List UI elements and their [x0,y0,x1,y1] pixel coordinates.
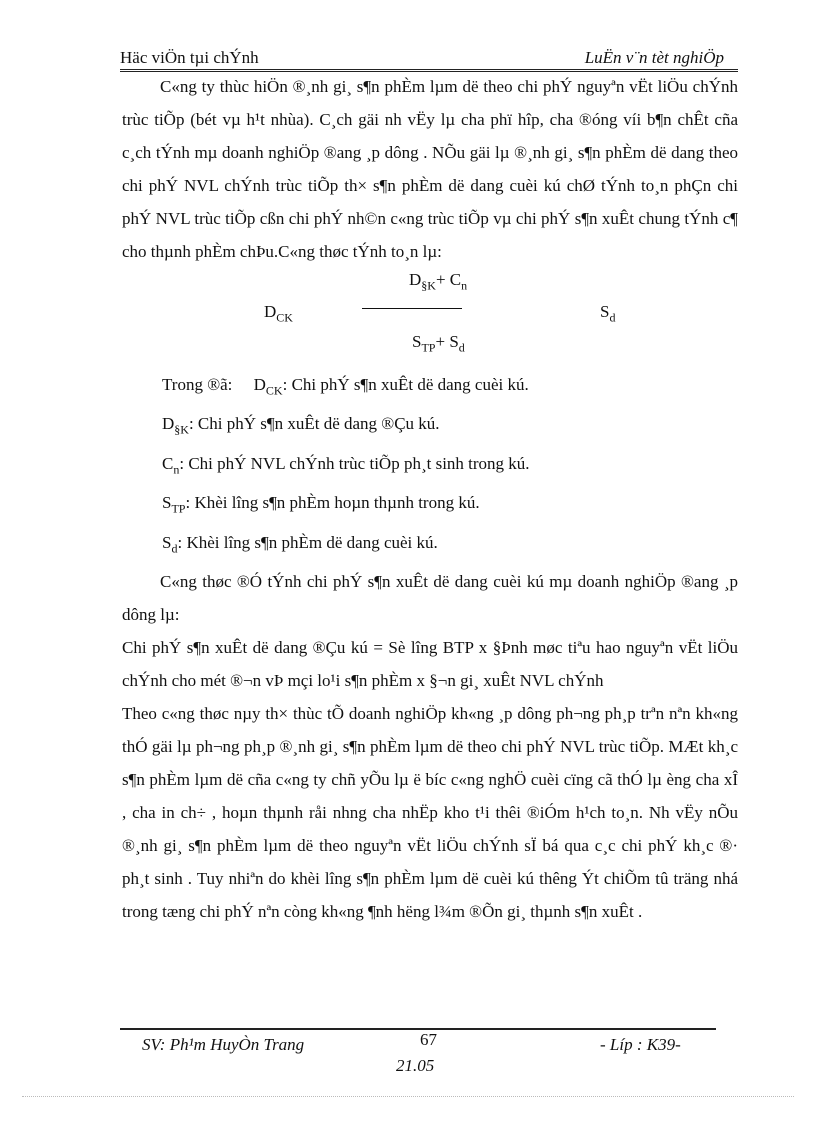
paragraph-3: C«ng thøc ®Ó tÝnh chi phÝ s¶n xuÊt dë dang cuèi kú mµ doanh nghiÖp ®ang ¸p dông lµ: [122,571,738,624]
footer-author: SV: Ph¹m HuyÒn Trang [142,1035,305,1054]
footer-code: 21.05 [396,1056,435,1075]
formula-dck: $D_{CK}$ [264,302,293,325]
footer-rule [120,1028,716,1030]
page-number: 67 [420,1030,437,1049]
page-edge [22,1096,794,1097]
document-body [122,70,738,928]
formula-numerator: $D_{\S K}+ C_n$ [409,270,468,293]
paragraph-4: Chi phÝ s¶n xuÊt dë dang ®Çu kú = Sè lîng BTP x §Þnh møc tiªu hao nguyªn vËt liÖu chÝnh cho mét ®¬n vÞ mçi lo¹i s¶n phÈm x §¬n gi¸ xuÊt NVL chÝnh [122,637,738,690]
legend-sd: $S_d$: Khèi lîng s¶n phÈm dë dang cuèi kú. [162,532,438,555]
formula-sd: $S_d$ [600,302,616,325]
paragraph-5: Theo c«ng thøc nµy th× thùc tÕ doanh nghiÖp kh«ng ¸p dông ph¬ng ph¸p trªn nªn kh«ng thÓ gäi lµ ph¬ng ph¸p ®¸nh gi¸ s¶n phÈm lµm dë theo chi phÝ NVL trùc tiÕp. MÆt kh¸c s¶n phÈm lµm dë cña c«ng ty chñ yÕu lµ ë bíc c«ng nghÖ cuèi cïng cã thÓ lµ èng cha xÎ , cha in ch÷ , hoµn thµnh råi nhng cha nhËp kho t¹i thêi ®iÓm h¹ch to¸n. Nh vËy nÕu ®¸nh gi¸ s¶n phÈm lµm dë theo nguyªn vËt liÖu chÝnh sÏ bá qua c¸c chi phÝ kh¸c ®· ph¸t sinh . Tuy nhiªn do khèi lîng s¶n phÈm lµm dë cuèi kú thêng Ýt chiÕm tû träng nhá trong tæng chi phÝ nªn còng kh«ng ¶nh hëng l¾m ®Õn gi¸ thµnh s¶n xuÊt . [122,703,738,921]
header-left: Häc viÖn tµi chÝnh [120,48,259,67]
formula-denominator: $S_{TP}+ S_d$ [412,332,465,355]
paragraph-1: C«ng ty thùc hiÖn ®¸nh gi¸ s¶n phÈm lµm dë theo chi phÝ nguyªn vËt liÖu chÝnh trùc tiÕp (bét vµ h¹t nhùa). C¸ch gäi nh vËy lµ cha phï hîp, cha ®óng víi b¶n chÊt cña c¸ch tÝnh mµ doanh nghiÖp ®ang ¸p dông . NÕu gäi lµ ®¸nh gi¸ s¶n phÈm dë dang theo chi phÝ NVL chÝnh trùc tiÕp th× s¶n phÈm dë dang cuèi kú chØ tÝnh to¸n phÇn chi phÝ NVL trùc tiÕp cßn chi phÝ nh©n c«ng trùc tiÕp vµ chi phÝ s¶n xuÊt chung tÝnh c¶ cho thµnh phÈm chÞu.C«ng thøc tÝnh to¸n lµ: [122,77,738,261]
legend-cn: $C_n$: Chi phÝ NVL chÝnh trùc tiÕp ph¸t sinh trong kú. [162,453,530,477]
legend-dck: Trong ®ã: $D_{CK}$: Chi phÝ s¶n xuÊt dë dang cuèi kú. [162,375,529,398]
header-right: LuËn v¨n tèt nghiÖp [584,48,724,67]
formula [122,268,738,368]
legend-stp: $S_{TP}$: Khèi lîng s¶n phÈm hoµn thµnh trong kú. [162,493,480,516]
fraction-line [362,308,462,309]
footer-class: - Líp : K39- [600,1035,681,1054]
legend-ddk: $D_{\S K}$: Chi phÝ s¶n xuÊt dë dang ®Çu kú. [162,414,440,437]
